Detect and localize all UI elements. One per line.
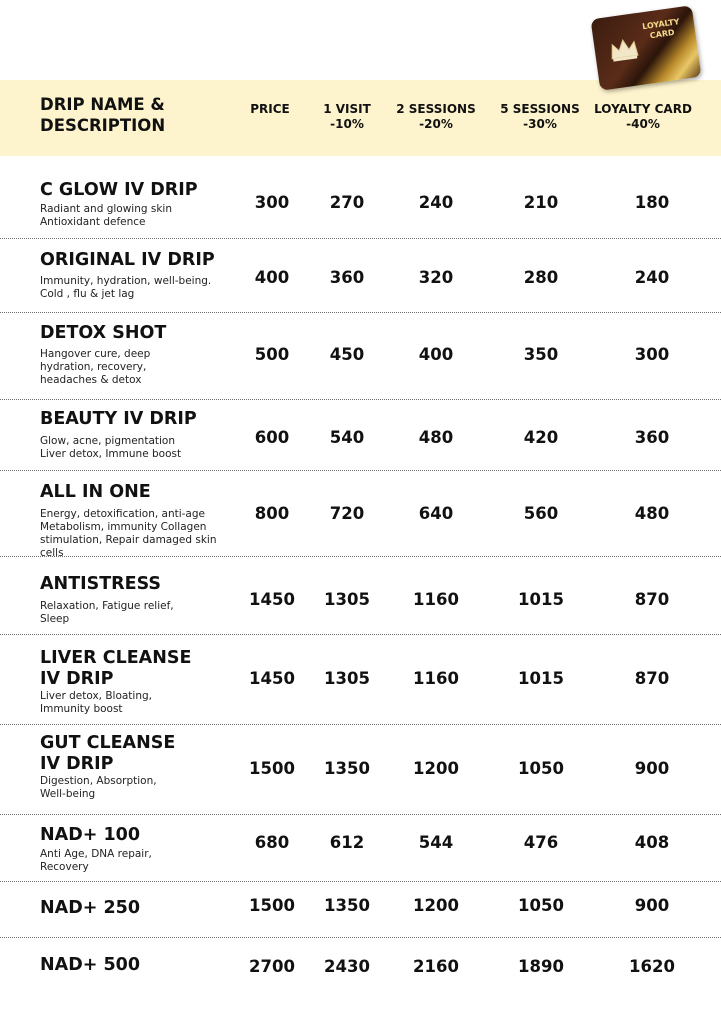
5-sessions-value: 560 [523, 504, 559, 523]
row-divider [0, 814, 721, 815]
2-sessions-value: 544 [418, 833, 454, 852]
drip-name-line: IV DRIP [40, 754, 114, 774]
loyalty-card-label [631, 16, 691, 44]
loyalty-card-label-line2: CARD [649, 27, 676, 41]
drip-description-line: Glow, acne, pigmentation [40, 435, 175, 447]
drip-description-line: Relaxation, Fatigue relief, [40, 600, 174, 612]
1-visit-value: 540 [329, 428, 365, 447]
header-5-sessions-line1: 5 SESSIONS [500, 102, 580, 116]
2-sessions-value: 320 [418, 268, 454, 287]
header-drip-name-line2: DESCRIPTION [40, 116, 166, 135]
loyalty-card-value: 1620 [629, 957, 675, 976]
drip-name-line: LIVER CLEANSE [40, 648, 192, 668]
drip-name [40, 898, 140, 919]
drip-name [40, 482, 151, 503]
price-value: 300 [254, 193, 290, 212]
drip-description-line: Metabolism, immunity Collagen [40, 521, 207, 533]
drip-description-line: stimulation, Repair damaged skin cells [40, 534, 217, 559]
drip-name-line: NAD+ 500 [40, 955, 141, 975]
drip-name [40, 733, 175, 775]
2-sessions-value: 1160 [413, 669, 459, 688]
header-1-visit [307, 102, 387, 132]
header-drip-name-line1: DRIP NAME & [40, 95, 165, 114]
price-value: 500 [254, 345, 290, 364]
row-divider [0, 634, 721, 635]
drip-description-line: Radiant and glowing skin [40, 203, 173, 215]
1-visit-value: 450 [329, 345, 365, 364]
loyalty-card-value: 408 [634, 833, 670, 852]
row-divider [0, 470, 721, 471]
row-divider [0, 238, 721, 239]
drip-name [40, 574, 161, 595]
drip-name [40, 955, 140, 976]
row-divider [0, 399, 721, 400]
loyalty-card-image [590, 5, 701, 90]
header-2-sessions-line2: -20% [419, 117, 453, 131]
price-value: 600 [254, 428, 290, 447]
header-5-sessions [494, 102, 586, 132]
drip-name-line: DETOX SHOT [40, 323, 167, 343]
header-1-visit-line1: 1 VISIT [323, 102, 371, 116]
5-sessions-value: 1015 [518, 669, 564, 688]
1-visit-value: 1350 [324, 759, 370, 778]
drip-description-line: hydration, recovery, [40, 361, 147, 373]
drip-description-line: Antioxidant defence [40, 216, 146, 228]
5-sessions-value: 1050 [518, 896, 564, 915]
drip-description [40, 203, 240, 229]
header-drip-name [40, 94, 165, 136]
price-value: 2700 [249, 957, 295, 976]
loyalty-card-label-line1: LOYALTY [641, 17, 681, 32]
2-sessions-value: 240 [418, 193, 454, 212]
5-sessions-value: 1890 [518, 957, 564, 976]
loyalty-card-value: 300 [634, 345, 670, 364]
2-sessions-value: 1160 [413, 590, 459, 609]
price-value: 1450 [249, 590, 295, 609]
drip-description [40, 600, 240, 626]
price-value: 800 [254, 504, 290, 523]
drip-name-line: BEAUTY IV DRIP [40, 409, 197, 429]
drip-description [40, 275, 240, 301]
5-sessions-value: 210 [523, 193, 559, 212]
drip-description-line: Immunity, hydration, well-being. [40, 275, 212, 287]
drip-description-line: headaches & detox [40, 374, 142, 386]
header-1-visit-line2: -10% [330, 117, 364, 131]
loyalty-card-value: 900 [634, 759, 670, 778]
2-sessions-value: 400 [418, 345, 454, 364]
drip-description-line: Immunity boost [40, 703, 123, 715]
drip-description-line: Anti Age, DNA repair, [40, 848, 152, 860]
price-value: 1450 [249, 669, 295, 688]
header-2-sessions [390, 102, 482, 132]
header-2-sessions-line1: 2 SESSIONS [396, 102, 476, 116]
drip-description [40, 775, 240, 801]
drip-name [40, 180, 198, 201]
5-sessions-value: 420 [523, 428, 559, 447]
row-divider [0, 312, 721, 313]
drip-name-line: ANTISTRESS [40, 574, 162, 594]
drip-name-line: ALL IN ONE [40, 482, 151, 502]
drip-name [40, 409, 197, 430]
5-sessions-value: 280 [523, 268, 559, 287]
2-sessions-value: 480 [418, 428, 454, 447]
price-value: 1500 [249, 896, 295, 915]
drip-name [40, 825, 140, 846]
drip-description [40, 508, 240, 560]
1-visit-value: 1305 [324, 590, 370, 609]
loyalty-card-value: 900 [634, 896, 670, 915]
drip-description [40, 848, 240, 874]
drip-description [40, 435, 240, 461]
row-divider [0, 881, 721, 882]
5-sessions-value: 350 [523, 345, 559, 364]
drip-description-line: Cold , flu & jet lag [40, 288, 135, 300]
header-price-label: PRICE [250, 102, 290, 116]
drip-description-line: Digestion, Absorption, [40, 775, 157, 787]
loyalty-card-value: 870 [634, 669, 670, 688]
drip-name [40, 250, 215, 271]
loyalty-card-value: 180 [634, 193, 670, 212]
drip-name-line: NAD+ 250 [40, 898, 141, 918]
price-value: 1500 [249, 759, 295, 778]
header-loyalty-card-line1: LOYALTY CARD [594, 102, 692, 116]
5-sessions-value: 1015 [518, 590, 564, 609]
drip-name [40, 323, 166, 344]
drip-name-line: GUT CLEANSE [40, 733, 176, 753]
drip-name-line: ORIGINAL IV DRIP [40, 250, 215, 270]
header-price [240, 102, 300, 117]
header-5-sessions-line2: -30% [523, 117, 557, 131]
loyalty-card-value: 240 [634, 268, 670, 287]
price-value: 680 [254, 833, 290, 852]
2-sessions-value: 1200 [413, 759, 459, 778]
drip-description-line: Energy, detoxification, anti-age [40, 508, 205, 520]
drip-description [40, 348, 240, 387]
2-sessions-value: 1200 [413, 896, 459, 915]
1-visit-value: 2430 [324, 957, 370, 976]
price-value: 400 [254, 268, 290, 287]
row-divider [0, 937, 721, 938]
2-sessions-value: 640 [418, 504, 454, 523]
header-loyalty-card-line2: -40% [626, 117, 660, 131]
drip-description-line: Sleep [40, 613, 70, 625]
drip-name-line: IV DRIP [40, 669, 114, 689]
1-visit-value: 360 [329, 268, 365, 287]
drip-description-line: Liver detox, Immune boost [40, 448, 182, 460]
1-visit-value: 270 [329, 193, 365, 212]
1-visit-value: 720 [329, 504, 365, 523]
5-sessions-value: 1050 [518, 759, 564, 778]
drip-description-line: Well-being [40, 788, 96, 800]
header-loyalty-card [590, 102, 696, 132]
2-sessions-value: 2160 [413, 957, 459, 976]
drip-description [40, 690, 240, 716]
drip-description-line: Hangover cure, deep [40, 348, 151, 360]
loyalty-card-value: 870 [634, 590, 670, 609]
drip-name [40, 648, 191, 690]
1-visit-value: 612 [329, 833, 365, 852]
5-sessions-value: 476 [523, 833, 559, 852]
drip-name-line: C GLOW IV DRIP [40, 180, 198, 200]
1-visit-value: 1350 [324, 896, 370, 915]
drip-description-line: Liver detox, Bloating, [40, 690, 152, 702]
drip-name-line: NAD+ 100 [40, 825, 141, 845]
loyalty-card-value: 480 [634, 504, 670, 523]
drip-description-line: Recovery [40, 861, 89, 873]
row-divider [0, 556, 721, 557]
loyalty-card-value: 360 [634, 428, 670, 447]
row-divider [0, 724, 721, 725]
1-visit-value: 1305 [324, 669, 370, 688]
